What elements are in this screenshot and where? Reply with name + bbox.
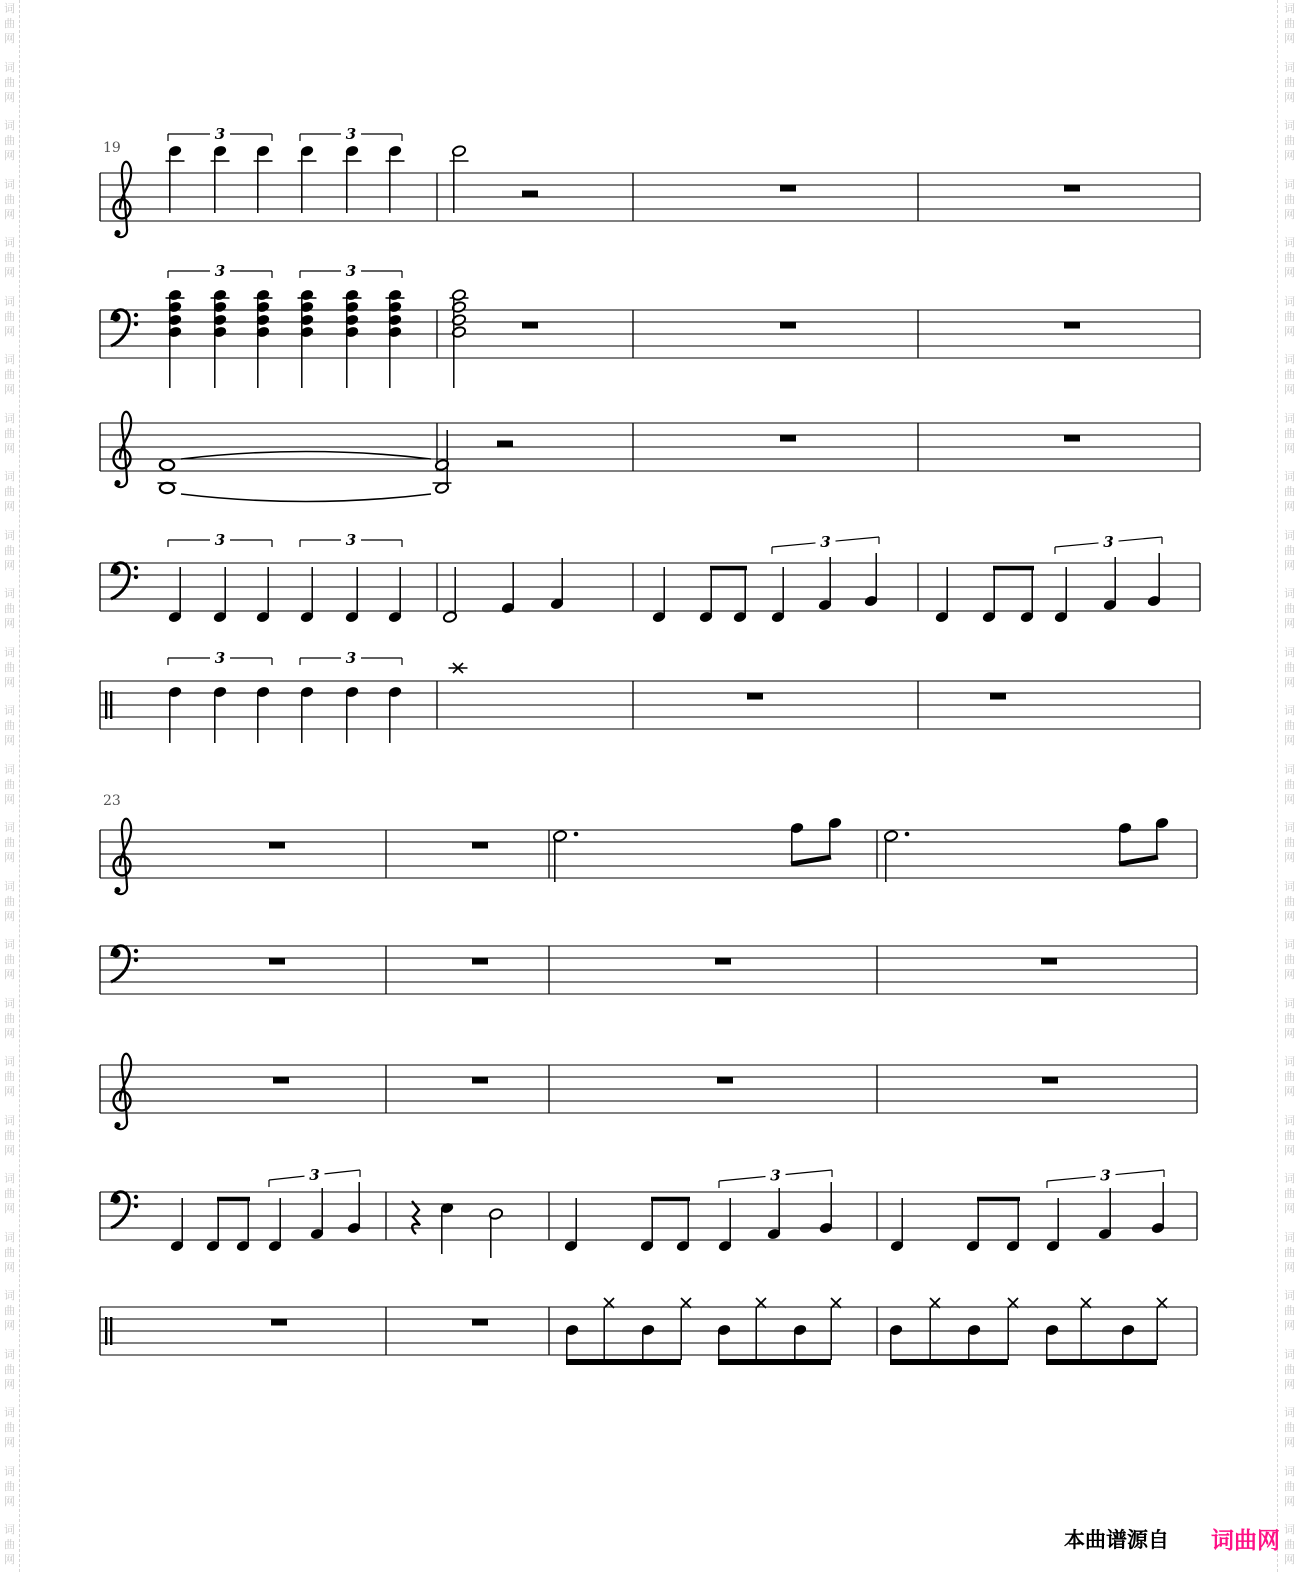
watermark-text: 词 xyxy=(1284,821,1295,834)
watermark-text: 网 xyxy=(4,909,15,923)
watermark-text: 曲 xyxy=(4,309,15,323)
watermark-text: 曲 xyxy=(1284,894,1295,908)
note xyxy=(564,1198,579,1252)
watermark-text: 词 xyxy=(1284,704,1295,717)
note xyxy=(767,1188,782,1240)
watermark-text: 曲 xyxy=(1284,1187,1295,1200)
note xyxy=(676,1198,691,1252)
watermark-text: 曲 xyxy=(1284,1362,1295,1376)
staff-lines xyxy=(100,1192,1197,1240)
watermark-text: 曲 xyxy=(1284,75,1295,89)
watermark-text: 曲 xyxy=(4,17,15,30)
watermark-text: 曲 xyxy=(1284,602,1295,615)
footer-brand-link[interactable]: 词曲网 xyxy=(1211,1528,1280,1554)
note xyxy=(884,830,899,882)
watermark-text: 曲 xyxy=(4,1070,15,1083)
watermark-text: 词 xyxy=(4,2,15,15)
watermark-text: 曲 xyxy=(4,1538,15,1551)
note xyxy=(1155,817,1170,858)
watermark-text: 词 xyxy=(1284,879,1295,893)
watermark-text: 曲 xyxy=(4,426,15,440)
rest-w xyxy=(1064,322,1080,329)
watermark-text: 词 xyxy=(4,294,15,308)
watermark-text: 词 xyxy=(4,1289,15,1302)
watermark-text: 曲 xyxy=(1284,426,1295,440)
watermark-text: 网 xyxy=(1284,1436,1295,1449)
watermark-text: 词 xyxy=(1284,411,1295,425)
bass-clef-icon xyxy=(111,946,138,982)
watermark-text: 曲 xyxy=(1284,777,1295,791)
svg-text:3: 3 xyxy=(214,262,226,280)
watermark-text: 曲 xyxy=(1284,719,1295,732)
watermark-text: 词 xyxy=(1284,1347,1295,1361)
watermark-text: 网 xyxy=(4,734,15,747)
watermark-text: 网 xyxy=(4,968,15,981)
tuplet-bracket xyxy=(719,1167,832,1189)
tuplet-bracket xyxy=(168,125,272,143)
note xyxy=(718,1198,733,1252)
rest-w xyxy=(780,322,796,329)
watermark-text: 曲 xyxy=(4,1479,15,1493)
watermark-text: 词 xyxy=(1284,645,1295,659)
watermark-text: 曲 xyxy=(4,602,15,615)
watermark-text: 词 xyxy=(1284,294,1295,308)
rest-h xyxy=(522,191,538,198)
rest-w xyxy=(271,1319,287,1326)
watermark-text: 曲 xyxy=(1284,1479,1295,1493)
watermark-text: 词 xyxy=(1284,1055,1295,1068)
watermark-text: 网 xyxy=(1284,1202,1295,1215)
note xyxy=(550,558,565,610)
watermark-text: 网 xyxy=(4,1553,15,1566)
watermark-text: 网 xyxy=(4,207,15,221)
note xyxy=(310,1188,325,1240)
note xyxy=(256,686,271,743)
watermark-text: 曲 xyxy=(1284,1245,1295,1259)
watermark-text: 网 xyxy=(1284,1143,1295,1157)
watermark-text: 曲 xyxy=(4,836,15,849)
watermark-text: 词 xyxy=(4,704,15,717)
watermark-text: 网 xyxy=(1284,558,1295,572)
rest-w xyxy=(1041,958,1057,965)
watermark-text: 词 xyxy=(1284,587,1295,600)
svg-text:3: 3 xyxy=(1103,533,1114,551)
tuplet-bracket xyxy=(168,262,272,280)
watermark-text: 网 xyxy=(1284,1026,1295,1040)
bass-clef-icon xyxy=(111,563,138,599)
system-23 xyxy=(100,817,1197,1362)
tie xyxy=(181,452,431,460)
watermark-text: 曲 xyxy=(1284,192,1295,206)
watermark-text: 网 xyxy=(1284,1319,1295,1332)
note xyxy=(206,1198,221,1252)
watermark-text: 网 xyxy=(1284,441,1295,455)
watermark-text: 曲 xyxy=(1284,1538,1295,1551)
watermark-text: 曲 xyxy=(1284,543,1295,557)
watermark-text: 词 xyxy=(1284,996,1295,1010)
watermark-text: 词 xyxy=(1284,1406,1295,1419)
watermark-text: 词 xyxy=(1284,2,1295,15)
beam xyxy=(1119,857,1158,864)
rest-w xyxy=(990,693,1006,700)
svg-text:3: 3 xyxy=(345,262,357,280)
chord xyxy=(254,289,273,388)
watermark-text: 网 xyxy=(1284,207,1295,221)
watermark-text: 词 xyxy=(4,1113,15,1127)
watermark-text: 曲 xyxy=(4,1187,15,1200)
watermark-text: 词 xyxy=(4,1055,15,1068)
tuplet-bracket xyxy=(300,125,402,143)
rest-w xyxy=(522,322,538,329)
rest-w xyxy=(472,842,488,849)
watermark-text: 词 xyxy=(1284,60,1295,74)
svg-text:3: 3 xyxy=(1100,1166,1111,1185)
watermark-text: 词 xyxy=(1284,1464,1295,1478)
rest-w xyxy=(747,693,763,700)
watermark-text: 词 xyxy=(4,470,15,483)
watermark-text: 词 xyxy=(4,60,15,74)
staff-lines xyxy=(100,173,1200,221)
system-19 xyxy=(100,125,1200,743)
watermark-text: 曲 xyxy=(4,251,15,264)
x-notehead xyxy=(449,663,468,673)
tuplet-bracket xyxy=(1047,1167,1164,1189)
watermark-text: 词 xyxy=(4,1172,15,1185)
watermark-text: 曲 xyxy=(4,543,15,557)
watermark-text: 词 xyxy=(4,177,15,191)
note xyxy=(1118,822,1133,864)
svg-text:3: 3 xyxy=(345,531,357,549)
note xyxy=(1103,557,1118,611)
augmentation-dot xyxy=(574,832,579,837)
rest-h xyxy=(497,441,513,448)
note xyxy=(501,562,516,614)
watermark-text: 词 xyxy=(4,996,15,1010)
note xyxy=(254,145,273,213)
note xyxy=(1046,1198,1061,1252)
watermark-text: 网 xyxy=(4,383,15,396)
watermark-text: 网 xyxy=(4,324,15,338)
note xyxy=(489,1208,504,1258)
note xyxy=(298,145,317,213)
watermark-text: 词 xyxy=(4,1406,15,1419)
staff xyxy=(100,946,1197,994)
watermark-text: 网 xyxy=(4,1026,15,1040)
watermark-text: 词 xyxy=(1284,1523,1295,1536)
watermark-text: 词 xyxy=(1284,528,1295,542)
watermark-text: 曲 xyxy=(1284,1304,1295,1317)
rest-w xyxy=(273,1077,289,1084)
watermark-text: 曲 xyxy=(4,1304,15,1317)
note xyxy=(1151,1182,1166,1234)
watermark-text: 网 xyxy=(4,266,15,279)
svg-text:3: 3 xyxy=(214,125,226,143)
watermark-text: 曲 xyxy=(4,192,15,206)
chord xyxy=(386,289,405,388)
watermark-text: 词 xyxy=(1284,1172,1295,1185)
watermark-text: 词 xyxy=(1284,119,1295,132)
rest-w xyxy=(780,435,796,442)
chord xyxy=(343,289,362,388)
watermark-text: 词 xyxy=(4,528,15,542)
note xyxy=(345,686,360,743)
staff xyxy=(100,1166,1197,1258)
watermark-text: 网 xyxy=(4,851,15,864)
note xyxy=(236,1198,251,1252)
watermark-text: 网 xyxy=(1284,675,1295,689)
watermark-text: 曲 xyxy=(1284,485,1295,498)
footer-source-text: 本曲谱源自 xyxy=(1064,1528,1169,1552)
svg-text:3: 3 xyxy=(345,125,357,143)
watermark-text: 曲 xyxy=(4,894,15,908)
watermark-text: 词 xyxy=(1284,762,1295,776)
tie xyxy=(181,494,431,502)
watermark-text: 词 xyxy=(4,119,15,132)
staff xyxy=(100,125,1200,237)
note xyxy=(388,686,403,743)
chord xyxy=(298,289,317,388)
rest-w xyxy=(472,1319,488,1326)
staff-lines xyxy=(100,946,1197,994)
note xyxy=(1006,1198,1021,1252)
rest-w xyxy=(269,842,285,849)
watermark-text: 词 xyxy=(1284,177,1295,191)
tuplet-bracket xyxy=(300,649,402,667)
measure-number-23: 23 xyxy=(103,793,121,809)
staff xyxy=(100,531,1200,623)
watermark-text: 网 xyxy=(4,617,15,630)
watermark-text: 曲 xyxy=(1284,17,1295,30)
tuplet-bracket xyxy=(269,1166,360,1187)
note xyxy=(890,1198,905,1252)
staff xyxy=(100,1298,1197,1362)
rest-w xyxy=(1064,185,1080,192)
watermark-text: 网 xyxy=(4,32,15,45)
watermark-text: 网 xyxy=(1284,851,1295,864)
tuplet-bracket xyxy=(300,262,402,280)
svg-text:3: 3 xyxy=(770,1166,781,1185)
watermark-text: 网 xyxy=(4,1202,15,1215)
watermark-text: 词 xyxy=(4,1347,15,1361)
watermark-text: 网 xyxy=(4,792,15,806)
note xyxy=(166,145,185,213)
measure-number-19: 19 xyxy=(103,140,121,156)
watermark-text: 网 xyxy=(1284,734,1295,747)
bass-clef-icon xyxy=(111,1192,138,1228)
watermark-text: 曲 xyxy=(4,719,15,732)
watermark-text: 词 xyxy=(4,879,15,893)
chord xyxy=(433,430,452,494)
watermark-text: 曲 xyxy=(4,660,15,674)
staff xyxy=(100,1054,1197,1129)
watermark-text: 词 xyxy=(1284,236,1295,249)
watermark-text: 词 xyxy=(4,587,15,600)
watermark-text: 词 xyxy=(1284,1230,1295,1244)
watermark-text: 曲 xyxy=(4,1011,15,1025)
rest-w xyxy=(717,1077,733,1084)
watermark-text: 网 xyxy=(1284,383,1295,396)
rest-w xyxy=(1042,1077,1058,1084)
watermark-text: 曲 xyxy=(1284,1128,1295,1142)
watermark-text: 曲 xyxy=(4,368,15,381)
watermark-text: 网 xyxy=(1284,90,1295,104)
watermark-text: 网 xyxy=(4,1143,15,1157)
watermark-text: 网 xyxy=(1284,324,1295,338)
svg-text:3: 3 xyxy=(214,531,226,549)
watermark-text: 词 xyxy=(4,762,15,776)
watermark-text: 曲 xyxy=(1284,1421,1295,1434)
note xyxy=(170,1198,185,1252)
note xyxy=(213,686,228,743)
tuplet-bracket xyxy=(168,531,272,549)
svg-text:3: 3 xyxy=(820,533,831,551)
rest-w xyxy=(780,185,796,192)
staff xyxy=(100,649,1200,743)
note xyxy=(158,483,177,493)
watermark-text: 网 xyxy=(4,1436,15,1449)
watermark-text: 词 xyxy=(4,1230,15,1244)
watermark-text: 词 xyxy=(4,236,15,249)
watermark-text: 词 xyxy=(4,353,15,366)
watermark-text: 网 xyxy=(1284,617,1295,630)
staff xyxy=(100,262,1200,388)
note xyxy=(386,145,405,213)
watermark-text: 词 xyxy=(4,1523,15,1536)
note xyxy=(966,1198,981,1252)
bass-clef-icon xyxy=(111,310,138,346)
watermark-text: 网 xyxy=(4,90,15,104)
watermark-text: 网 xyxy=(4,149,15,162)
watermark-text: 曲 xyxy=(4,485,15,498)
svg-text:3: 3 xyxy=(214,649,226,667)
watermark-text: 曲 xyxy=(1284,309,1295,323)
watermark-text: 曲 xyxy=(4,134,15,147)
watermark-text: 曲 xyxy=(1284,1070,1295,1083)
watermark-text: 曲 xyxy=(1284,660,1295,674)
chord xyxy=(450,289,469,388)
watermark-text: 网 xyxy=(1284,500,1295,513)
rest-w xyxy=(269,958,285,965)
watermark-text: 词 xyxy=(4,821,15,834)
note xyxy=(343,145,362,213)
rest-w xyxy=(472,1077,488,1084)
svg-text:3: 3 xyxy=(309,1166,320,1184)
svg-text:3: 3 xyxy=(345,649,357,667)
staff-lines xyxy=(100,1065,1197,1113)
watermark-text: 词 xyxy=(4,1464,15,1478)
watermark-text: 网 xyxy=(4,1085,15,1098)
watermark-text: 网 xyxy=(1284,1260,1295,1274)
watermark-text: 网 xyxy=(1284,266,1295,279)
watermark-text: 网 xyxy=(1284,1494,1295,1508)
watermark-text: 曲 xyxy=(1284,953,1295,966)
staff-lines xyxy=(100,563,1200,611)
watermark-text: 网 xyxy=(1284,149,1295,162)
watermark-text: 词 xyxy=(1284,938,1295,951)
rest-w xyxy=(1064,435,1080,442)
staff-lines xyxy=(100,423,1200,471)
watermark-text: 网 xyxy=(4,500,15,513)
note xyxy=(553,830,568,882)
watermark-text: 词 xyxy=(1284,470,1295,483)
watermark-text: 曲 xyxy=(4,777,15,791)
watermark-text: 网 xyxy=(1284,1553,1295,1566)
note xyxy=(828,817,843,858)
watermark-text: 网 xyxy=(1284,1377,1295,1391)
chord xyxy=(166,289,185,388)
tuplet-bracket xyxy=(1055,533,1162,554)
note xyxy=(300,686,315,743)
rest-w xyxy=(715,958,731,965)
watermark-text: 词 xyxy=(1284,353,1295,366)
watermark-text: 曲 xyxy=(1284,836,1295,849)
watermark-text: 网 xyxy=(1284,909,1295,923)
note xyxy=(168,686,183,743)
watermark-text: 曲 xyxy=(4,75,15,89)
chord xyxy=(211,289,230,388)
tuplet-bracket xyxy=(168,649,272,667)
watermark-text: 曲 xyxy=(4,1421,15,1434)
note xyxy=(790,822,805,864)
watermark-text: 词 xyxy=(4,645,15,659)
watermark-text: 词 xyxy=(1284,1113,1295,1127)
note xyxy=(1098,1188,1113,1240)
tuplet-bracket xyxy=(772,533,879,554)
watermark-text: 网 xyxy=(4,1377,15,1391)
watermark-text: 网 xyxy=(1284,32,1295,45)
watermark-text: 曲 xyxy=(1284,1011,1295,1025)
watermark-text: 网 xyxy=(4,1494,15,1508)
watermark-text: 网 xyxy=(1284,1085,1295,1098)
note xyxy=(347,1182,362,1234)
rest-w xyxy=(472,958,488,965)
note xyxy=(640,1198,655,1252)
watermark-text: 曲 xyxy=(4,953,15,966)
note xyxy=(819,1182,834,1234)
watermark-text: 网 xyxy=(4,558,15,572)
beam xyxy=(791,857,831,864)
staff-lines xyxy=(100,830,1197,878)
watermark-text: 网 xyxy=(4,675,15,689)
watermark-text: 词 xyxy=(4,411,15,425)
watermark-text: 网 xyxy=(4,441,15,455)
note xyxy=(818,557,833,611)
note xyxy=(268,1198,283,1252)
watermark-text: 曲 xyxy=(1284,134,1295,147)
rest-q xyxy=(412,1201,420,1234)
staff xyxy=(100,817,1197,895)
watermark-text: 曲 xyxy=(1284,251,1295,264)
watermark-text: 网 xyxy=(4,1260,15,1274)
watermark-text: 词 xyxy=(1284,1289,1295,1302)
staff xyxy=(100,412,1200,502)
watermark-text: 曲 xyxy=(4,1128,15,1142)
watermark-text: 网 xyxy=(4,1319,15,1332)
watermark-text: 曲 xyxy=(1284,368,1295,381)
tuplet-bracket xyxy=(300,531,402,549)
watermark-text: 词 xyxy=(4,938,15,951)
note xyxy=(160,460,174,470)
watermark-text: 网 xyxy=(1284,968,1295,981)
watermark-text: 网 xyxy=(1284,792,1295,806)
augmentation-dot xyxy=(905,832,910,837)
watermark-text: 曲 xyxy=(4,1245,15,1259)
note xyxy=(450,145,469,213)
watermark-text: 曲 xyxy=(4,1362,15,1376)
note xyxy=(211,145,230,213)
